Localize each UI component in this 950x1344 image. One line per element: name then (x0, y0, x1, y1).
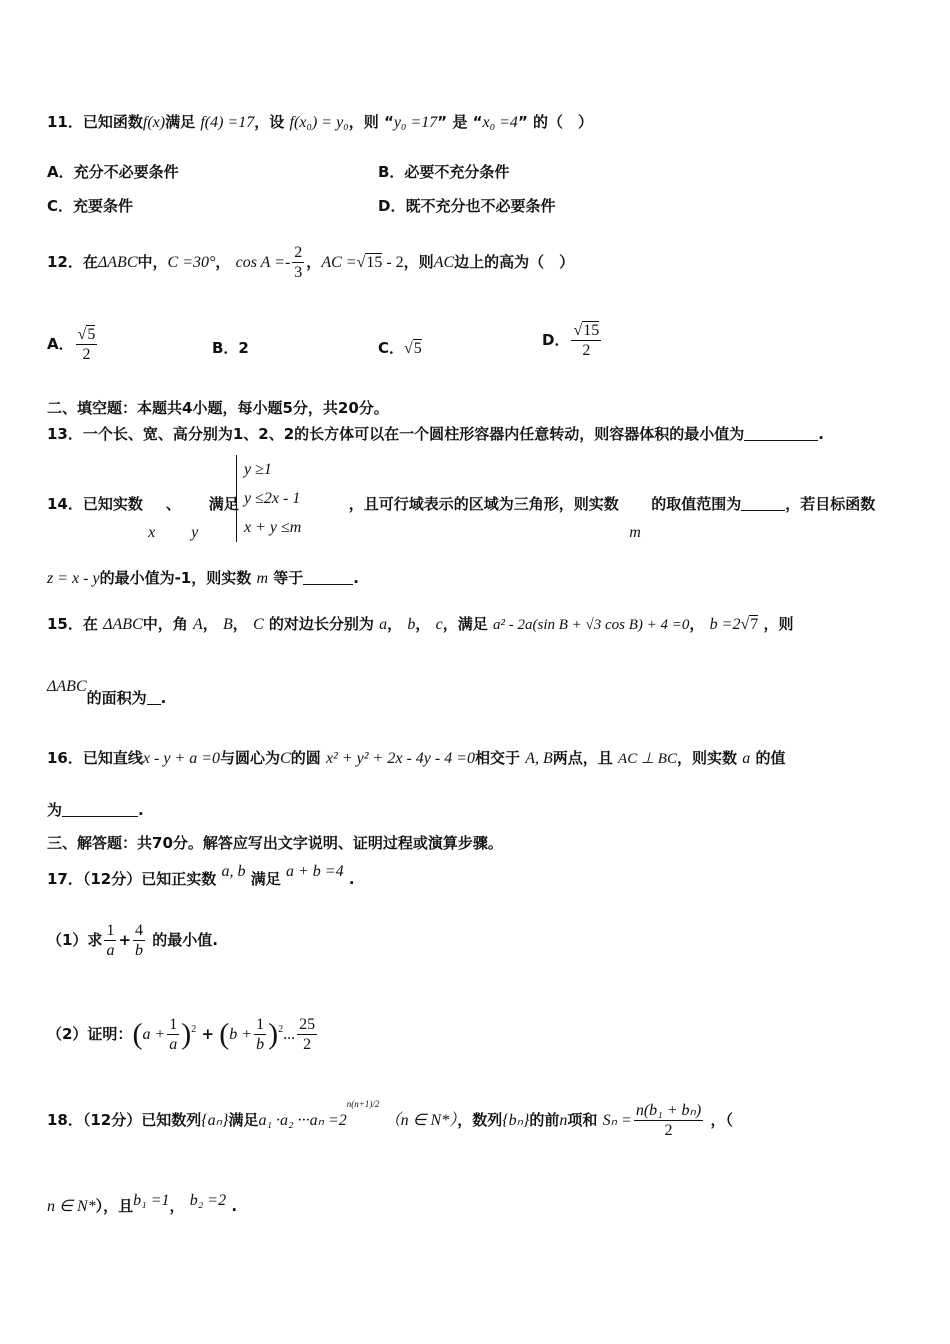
q16-math: x - y + a =0 (142, 750, 221, 767)
q17-math: b + (229, 1026, 253, 1043)
q17-score: （12分） (82, 870, 142, 888)
q14-text: 满足 (208, 495, 239, 513)
q16-math: A, B (525, 750, 553, 767)
q18-text: ，数列 (457, 1111, 503, 1129)
q14-text: 的取值范围为 (651, 495, 742, 513)
q17-fraction (104, 921, 116, 960)
q17-frac-num: 1 (169, 1016, 178, 1033)
q14-constraint: y ≥1 (244, 461, 272, 478)
q12-frac-num: 2 (294, 244, 303, 261)
q17-text: 满足 (250, 870, 281, 888)
q12-math: - 2 (382, 254, 404, 271)
q11-math: f(4) =17 (200, 114, 255, 131)
q15-math: a (379, 616, 388, 633)
q15-answer-blank[interactable] (147, 704, 161, 705)
q17-frac-num: 4 (135, 922, 144, 939)
q18-math: {aₙ} (201, 1112, 229, 1129)
q12-text: 边上的高为（ ） (454, 253, 575, 271)
q12-math: AC (433, 254, 455, 271)
q15-math: A (192, 616, 203, 633)
q15-number: 15． (47, 615, 83, 633)
q12-option-fraction: $\frac{√5}{2}$ (77, 326, 96, 363)
q18-frac-den: 2 (664, 1122, 673, 1139)
q16-text: 已知直线 (82, 749, 143, 767)
q14-constraint: x + y ≤m (244, 519, 302, 536)
q18-math: a₁ ·a₂ ···aₙ =2 (258, 1112, 347, 1129)
q18-number: 18． (47, 1111, 83, 1129)
q17-frac-num: 25 (299, 1016, 316, 1033)
q11-number: 11． (47, 113, 83, 131)
q12-option-den: 2 (582, 342, 591, 359)
q15-text: ，则 (763, 615, 794, 633)
q18-text: ， (169, 1197, 185, 1215)
q16-line-1 (47, 748, 785, 769)
q18-math: n ∈ N* (47, 1198, 96, 1215)
q18-frac-num: n(b₁ + bₙ) (635, 1102, 702, 1119)
q12-option-label: C． (378, 339, 405, 357)
q13-answer-blank[interactable] (744, 440, 818, 441)
q17-fraction (297, 1015, 317, 1054)
q16-text: 两点，且 (552, 749, 613, 767)
q14-answer-blank-1[interactable] (741, 510, 785, 511)
q16-text: 的圆 (290, 749, 321, 767)
q16-number: 16． (47, 749, 83, 767)
q11-text: ” 是 “ (437, 113, 483, 131)
q17-fraction (133, 921, 145, 960)
q16-text: ，则实数 (676, 749, 737, 767)
q12-text: ，则 (403, 253, 434, 271)
q14-text: 等于 (273, 569, 304, 587)
q18-math: b₁ =1 (133, 1192, 170, 1209)
q18-math: {bₙ} (502, 1112, 530, 1129)
q12-text: 在 (82, 253, 98, 271)
q11-option-a: A．充分不必要条件 (47, 163, 179, 181)
q15-math: b (407, 616, 416, 633)
q15-math: ΔABC (47, 678, 87, 695)
q17-text: 已知正实数 (141, 870, 217, 888)
q12-option-fraction: $\frac{√15}{2}$ (573, 322, 600, 359)
q12-number: 12． (47, 253, 83, 271)
q16-line-2 (47, 800, 144, 820)
q18-text: 已知数列 (141, 1111, 202, 1129)
q12-option-c: C．√5 (378, 339, 422, 357)
q11-option-b: B．必要不充分条件 (378, 163, 510, 181)
q17-exponent: 2 (278, 1024, 284, 1035)
q17-part-1 (47, 918, 218, 962)
q16-text: 的值 (755, 749, 786, 767)
q15-line-2 (47, 678, 167, 709)
q11-math: f(x₀) = y₀ (289, 114, 349, 131)
q12-option-value: 5 (413, 340, 422, 357)
q15-text: 中，角 (142, 615, 188, 633)
q18-line-2 (47, 1192, 238, 1217)
q18-fraction (634, 1101, 703, 1140)
q17-part-2: （2）证明：(a + $\frac{1}{a}$ )$^2$ + (b + $\frac{1}{b}$ )$^2$... $\frac{25}{2}$ (47, 1016, 316, 1053)
q12-option-den: 2 (82, 346, 91, 363)
q15-equation: a² - 2a(sin B + √3 cos B) + 4 =0 (493, 617, 690, 633)
q15-text: 在 (82, 615, 98, 633)
q18-end: . (231, 1197, 238, 1215)
q15-text: ， (689, 615, 705, 633)
q15-text: 的对边长分别为 (268, 615, 374, 633)
q11-math: y₀ =17 (393, 114, 438, 131)
q15-text: ，满足 (442, 615, 488, 633)
q18-text: ），且 (95, 1197, 134, 1215)
q16-text: 为 (47, 801, 63, 819)
q11-text: 满足 (165, 113, 196, 131)
q17-frac-den: a (106, 942, 115, 959)
section-3-heading: 三、解答题：共70分。解答应写出文字说明、证明过程或演算步骤。 (47, 834, 503, 852)
q14-number: 14． (47, 495, 83, 513)
q11-option-d: D．既不充分也不必要条件 (378, 197, 556, 215)
q17-text: . (348, 870, 355, 888)
q17-frac-num: 1 (256, 1016, 265, 1033)
q17-plus: + (201, 1025, 215, 1043)
q14-text: 、 (165, 495, 181, 513)
q15-equation: b =2 (709, 616, 741, 633)
section-2-heading: 二、填空题：本题共4小题，每小题5分，共20分。 (47, 399, 389, 417)
q18-line-1 (47, 1098, 733, 1144)
q14-var-m: m (629, 524, 641, 541)
q12-math: C =30° (167, 254, 216, 271)
q16-math: C (280, 750, 291, 767)
q18-math: n (559, 1112, 568, 1129)
q14-end: . (353, 569, 359, 587)
q18-text: 满足 (228, 1111, 259, 1129)
q12-line: 12．在ΔABC中，C =30°， cos A =- $\frac{2}{3}$ ，AC =√15 - 2，则AC边上的高为（ ） (47, 244, 575, 281)
q17-frac-den: b (135, 942, 144, 959)
q16-math: AC ⊥ BC (618, 751, 677, 767)
q14-var-y: y (191, 524, 199, 541)
q12-text: ， (306, 253, 322, 271)
q16-answer-blank[interactable] (62, 816, 138, 817)
q12-option-num: 15 (583, 322, 600, 339)
q15-math: c (435, 616, 443, 633)
q12-option-a (47, 322, 99, 366)
q17-part-label: （1）求 (47, 931, 103, 949)
q15-end: . (160, 689, 167, 707)
q17-fraction (254, 1015, 266, 1054)
q17-math: a + (142, 1026, 166, 1043)
q16-math: x² + y² + 2x - 4y - 4 =0 (325, 750, 475, 767)
q18-score: （12分） (82, 1111, 142, 1129)
q12-option-b: B．2 (212, 339, 249, 357)
q17-fraction (167, 1015, 179, 1054)
q14-var-x: x (148, 524, 156, 541)
q15-math: C (253, 616, 264, 633)
q14-math: m (256, 570, 269, 587)
q17-frac-den: 2 (303, 1036, 312, 1053)
q11-line (47, 112, 593, 133)
q18-math: b₂ =2 (189, 1192, 227, 1209)
q13-end: . (818, 425, 824, 443)
q12-option-num: 5 (87, 326, 96, 343)
q15-sqrt: 7 (750, 616, 759, 633)
q11-text: ，设 (254, 113, 285, 131)
q12-math: ΔABC (97, 254, 138, 271)
q17-plus: + (118, 931, 132, 949)
q14-constraint-system (236, 455, 301, 542)
q16-math: a (742, 750, 751, 767)
q16-text: 与圆心为 (220, 749, 281, 767)
q14-math: z = x - y (47, 570, 100, 587)
q18-text: ，（ (710, 1111, 733, 1129)
q11-text: 已知函数 (82, 113, 143, 131)
q11-text: ，则 “ (348, 113, 394, 131)
q17-text: 的最小值. (152, 931, 218, 949)
q12-math: cos A =- (235, 254, 291, 271)
q11-math: x₀ =4 (482, 114, 518, 131)
q17-math: a + b =4 (285, 863, 344, 880)
q13-line (47, 424, 824, 444)
q18-text: 项和 (567, 1111, 598, 1129)
q17-number: 17． (47, 870, 83, 888)
q14-text: 已知实数 (82, 495, 143, 513)
q17-relation: ... (283, 1026, 296, 1043)
q12-option-label: D． (542, 331, 570, 349)
q14-line-2 (47, 568, 359, 589)
q17-math: a, b (221, 863, 246, 880)
q12-option-d (542, 318, 603, 362)
q17-part-label: （2）证明： (47, 1025, 133, 1043)
q13-text: 13．一个长、宽、高分别为1、2、2的长方体可以在一个圆柱形容器内任意转动，则容器体积的最小值为 (47, 425, 745, 443)
q16-end: . (138, 801, 144, 819)
q12-sqrt: 15 (366, 254, 383, 271)
q15-math: B (223, 616, 233, 633)
q18-math: Sₙ = (602, 1112, 632, 1129)
q18-exponent: n(n+1)/2 (346, 1099, 380, 1109)
q12-fraction (292, 243, 304, 282)
q14-constraint: y ≤2x - 1 (244, 490, 301, 507)
q12-text: 中， (137, 253, 168, 271)
q17-exponent: 2 (191, 1024, 197, 1035)
q15-math: ΔABC (103, 616, 143, 633)
q12-frac-den: 3 (294, 264, 303, 281)
q14-text: 的最小值为-1，则实数 (99, 569, 252, 587)
q14-text: ，若目标函数 (785, 495, 876, 513)
q17-frac-num: 1 (106, 922, 115, 939)
q12-math: AC = (321, 254, 357, 271)
q15-line-1: 15．在 ΔABC中，角 A， B， C 的对边长分别为 a， b， c，满足 a² - 2a(sin B + √3 cos B) + 4 =0， b =2√7 ，则 (47, 615, 794, 633)
q12-text: ， (215, 253, 231, 271)
q18-math: （n ∈ N*） (384, 1112, 458, 1129)
q11-option-c: C．充要条件 (47, 197, 134, 215)
q15-text: 的面积为 (86, 689, 147, 707)
q16-text: 相交于 (475, 749, 521, 767)
q17-line (47, 863, 355, 890)
q11-text: ” 的（ ） (517, 113, 594, 131)
q11-math: f(x) (142, 114, 166, 131)
q18-text: 的前 (529, 1111, 560, 1129)
q12-option-label: A． (47, 335, 74, 353)
q14-text: ，且可行域表示的区域为三角形，则实数 (348, 495, 619, 513)
q17-frac-den: a (169, 1036, 178, 1053)
q14-answer-blank-2[interactable] (303, 584, 353, 585)
q17-frac-den: b (256, 1036, 265, 1053)
